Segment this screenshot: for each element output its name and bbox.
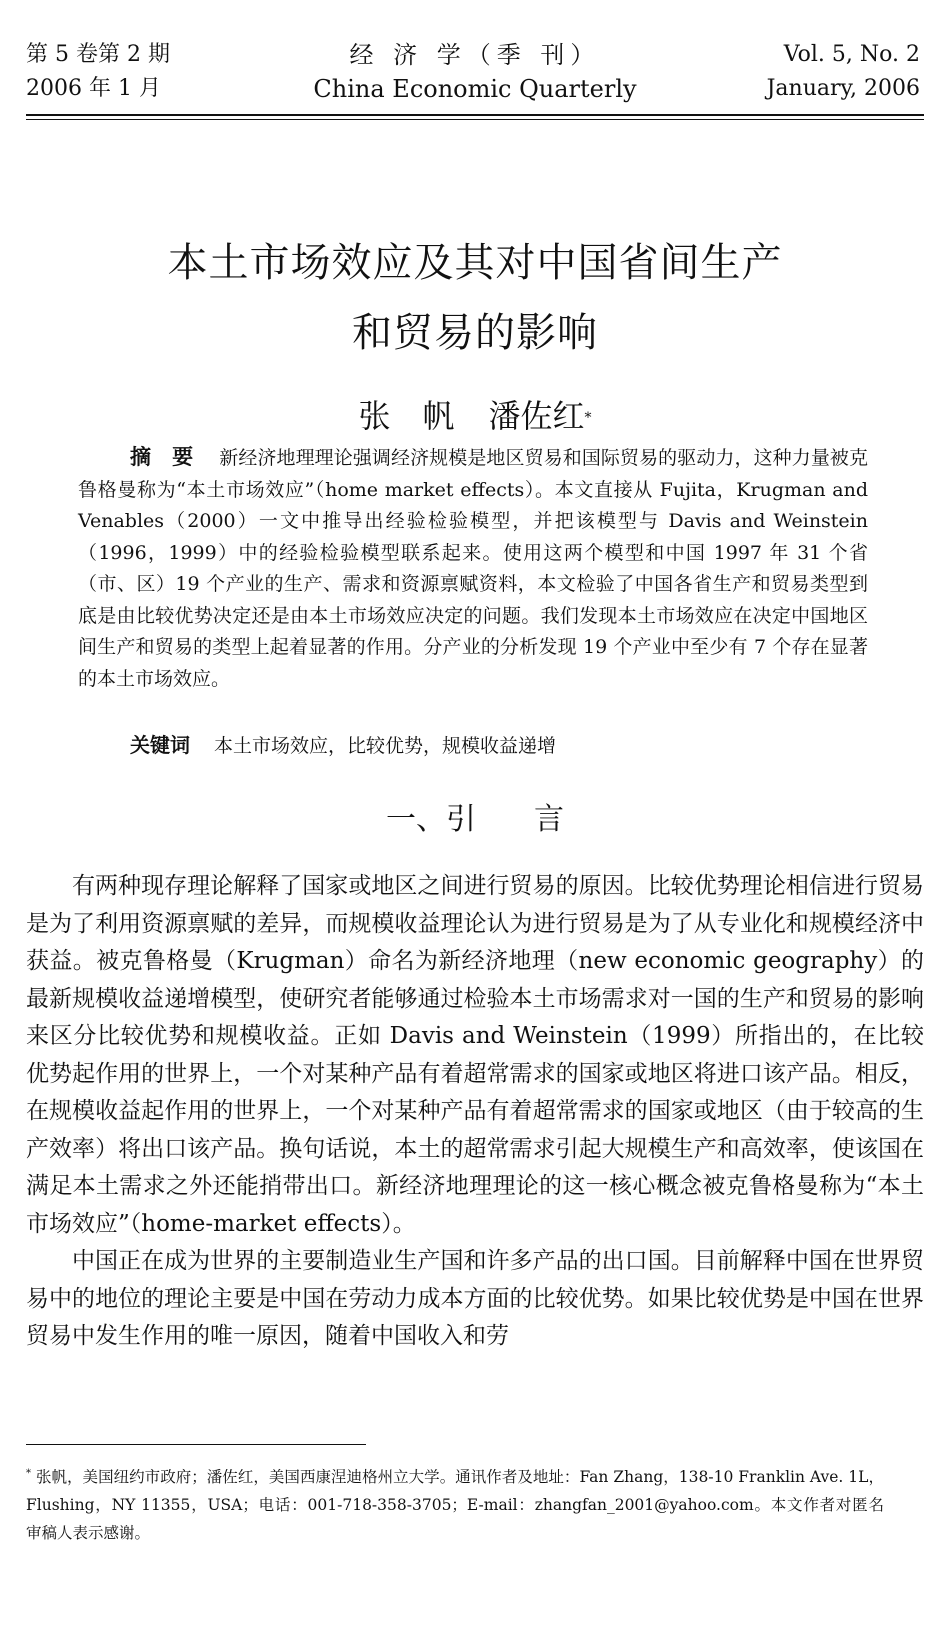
author-line: [0, 396, 950, 436]
author-footnote-mark: *: [584, 410, 592, 426]
issue-date-cn: 2006 年 1 月: [26, 76, 161, 101]
issue-volume-en: Vol. 5, No. 2: [783, 42, 920, 67]
keywords-block: [130, 730, 556, 762]
journal-name-en: China Economic Quarterly: [313, 75, 637, 103]
paragraph-2: 中国正在成为世界的主要制造业生产国和许多产品的出口国。目前解释中国在世界贸易中的地位的理论主要是中国在劳动力成本方面的比较优势。如果比较优势是中国在世界贸易中发生作用的唯一原因，随着中国收入和劳: [26, 1248, 924, 1349]
paper-title: [0, 228, 950, 368]
paragraph-1: 有两种现存理论解释了国家或地区之间进行贸易的原因。比较优势理论相信进行贸易是为了利用资源禀赋的差异，而规模收益理论认为进行贸易是为了从专业化和规模经济中获益。被克鲁格曼（Krugman）命名为新经济地理（new economic geography）的最新规模收益递增模型，使研究者能够通过检验本土市场需求对一国的生产和贸易的影响来区分比较优势和规模收益。正如 Davis and Weinstein（1999）所指出的，在比较优势起作用的世界上，一个对某种产品有着超常需求的国家或地区将进口该产品。相反，在规模收益起作用的世界上，一个对某种产品有着超常需求的国家或地区（由于较高的生产效率）将出口该产品。换句话说，本土的超常需求引起大规模生产和高效率，使该国在满足本土需求之外还能捎带出口。新经济地理理论的这一核心概念被克鲁格曼称为“本土市场效应”（home-market effects）。: [26, 873, 924, 1237]
abstract-label: 摘 要: [130, 445, 194, 469]
body-text: [26, 868, 924, 1356]
issue-date-en: January, 2006: [766, 76, 920, 101]
section-number: 一、引: [386, 802, 476, 837]
author-2: 潘佐红: [488, 397, 585, 435]
keywords-text: 本土市场效应，比较优势，规模收益递增: [214, 735, 557, 757]
title-line-1: 本土市场效应及其对中国省间生产: [167, 240, 783, 286]
footnote: [26, 1460, 884, 1547]
abstract-text: 新经济地理理论强调经济规模是地区贸易和国际贸易的驱动力，这种力量被克鲁格曼称为“本土市场效应”（home market effects）。本文直接从 Fujita，Krugman and Venables（2000）一文中推导出经验检验模型，并把该模型与 Davis and Weinstein（1996，1999）中的经验检验模型联系起来。使用这两个模型和中国 1997 年 31 个省（市、区）19 个产业的生产、需求和资源禀赋资料，本文检验了中国各省生产和贸易类型到底是由比较优势决定还是由本土市场效应决定的问题。我们发现本土市场效应在决定中国地区间生产和贸易的类型上起着显著的作用。分产业的分析发现 19 个产业中至少有 7 个存在显著的本土市场效应。: [78, 447, 868, 690]
header-rule-thick: [26, 114, 924, 116]
footnote-rule: [26, 1444, 366, 1445]
header-right: [767, 38, 920, 106]
header-rule-thin: [26, 119, 924, 120]
keywords-label: 关键词: [130, 733, 190, 757]
footnote-mark: *: [26, 1468, 31, 1479]
journal-name-cn: 经 济 学（季 刊）: [349, 41, 601, 69]
title-line-2: 和贸易的影响: [352, 310, 598, 356]
abstract-block: [78, 442, 868, 695]
section-heading: [0, 800, 950, 840]
author-1: 张 帆: [358, 397, 455, 435]
issue-volume-cn: 第 5 卷第 2 期: [26, 42, 170, 67]
footnote-text: 张帆，美国纽约市政府；潘佐红，美国西康涅迪格州立大学。通讯作者及地址：Fan Zhang，138-10 Franklin Ave. 1L，Flushing，NY 11355，USA；电话：001-718-358-3705；E-mail：zhangfan_2001@yahoo.com。本文作者对匿名审稿人表示感谢。: [26, 1468, 884, 1543]
section-title-tail: 言: [534, 802, 564, 837]
